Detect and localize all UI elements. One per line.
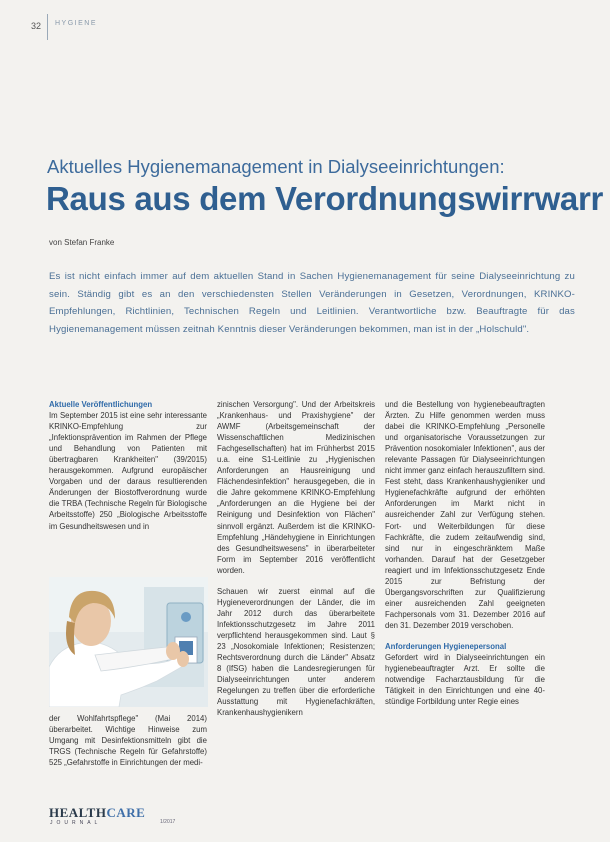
article-kicker: Aktuelles Hygienemanagement in Dialyseeinrichtungen:	[47, 156, 505, 177]
logo-care: CARE	[106, 805, 146, 820]
healthcare-journal-logo	[49, 805, 145, 821]
header-divider	[47, 14, 48, 40]
issue-number: 1/2017	[160, 819, 176, 825]
subhead-hygiene-staff: Anforderungen Hygienepersonal	[385, 641, 507, 651]
article-headline: Raus aus dem Verordnungswirrwarr	[46, 180, 604, 217]
subhead-publications: Aktuelle Veröffentlichungen	[49, 400, 153, 409]
logo-health: HEALTH	[49, 805, 107, 820]
article-byline: von Stefan Franke	[49, 238, 115, 247]
column-1-text: Im September 2015 ist eine sehr interessante KRINKO-Empfehlung zur „Infektionsprävention im Rahmen der Pflege und Behandlung von Patienten mit übertragbaren Krankheiten" (39/2015) herausgekommen. Aufgrund europäischer Vorgaben und der daraus resultierenden Änderungen der Biostoffverordnung wurde die TRBA (Technische Regeln für Biologische Arbeitsstoffe) 250 „Biologische Arbeitsstoffe im Gesundheitswesen und in	[49, 411, 207, 531]
column-2-paragraph-2: Schauen wir zuerst einmal auf die Hygieneverordnungen der Länder, die im Jahr 2012 durch das überarbeitete Infektionsschutzgesetz im Jahre 2011 verpflichtend herausgekommen sind. Laut § 23 „Nosokomiale Infektionen; Resistenzen; Rechtsverordnung durch die Länder" Absatz 8 (IfSG) haben die Landesregierungen für Dialyseeinrichtungen unter anderem Regelungen zu treffen über die erforderliche Ausstattung mit Hygienefachkräften, Krankenhaushygienikern	[217, 586, 375, 718]
column-3-paragraph-1: und die Bestellung von hygienebeauftragten Ärzten. Zu Hilfe genommen werden muss dabei die KRINKO-Empfehlung „Personelle und organisatorische Voraussetzungen zur Prävention nosokomialer Infektionen", aus der relevante Passagen für Dialyseeinrichtungen nicht immer ganz einfach herauszufiltern sind. Fest steht, dass Krankenhaushygieniker und Hygienefachkräfte aufgrund der erhöhten Anforderungen im Markt nicht in ausreichender Zahl zur Verfügung stehen. Fort- und Weiterbildungen für diese Fachkräfte, die zudem zeitaufwendig sind, sind nur in eingeschränktem Maße vorhanden. Darauf hat der Gesetzgeber reagiert und im Infektionsschutzgesetz Ende 2015 zur Befristung der Übergangsvorschriften zur Qualifizierung einer ausreichenden Zahl geeigneten Fachpersonals vom 31. Dezember 2016 auf den 31. Dezember 2019 verschoben.	[385, 400, 545, 630]
logo-subtitle: JOURNAL	[50, 820, 102, 826]
column-3-paragraph-2: Gefordert wird in Dialyseeinrichtungen ein hygienebeauftragter Arzt. Er sollte die notwendige Facharztausbildung für die Tätigkeit in den Einrichtungen und eine 40-stündige Fortbildung unter Regie eines	[385, 653, 545, 707]
column-3	[385, 399, 545, 707]
column-2	[217, 399, 375, 718]
column-2-paragraph-1: zinischen Versorgung". Und der Arbeitskreis „Krankenhaus- und Praxishygiene" der AWMF (Arbeitsgemeinschaft der Wissenschaftlichen Medizinischen Fachgesellschaften) hat im Frühherbst 2015 u.a. eine S1-Leitlinie zu „Hygienischen Anforderungen an Hausreinigung und Flächendesinfektion" herausgegeben, die in die Jahre gekommene KRINKO-Empfehlung „Anforderungen an die Hygiene bei der Reinigung und Desinfektion von Flächen" sinnvoll ergänzt. Außerdem ist die KRINKO-Empfehlung „Händehygiene in Einrichtungen des Gesundheitswesens" in überarbeiteter Form im September 2016 veröffentlicht worden.	[217, 400, 375, 575]
column-1-top	[49, 399, 207, 532]
article-intro: Es ist nicht einfach immer auf dem aktuellen Stand in Sachen Hygienemanagement für seine Dialyseeinrichtung zu sein. Ständig gibt es an den verschiedensten Stellen Veränderungen in Gesetzen, Verordnungen, KRINKO-Empfehlungen, Richtlinien, Technischen Regeln und Leitlinien. Verantwortliche bzw. Beauftragte für das Hygienemanagement müssen zeitnah Kenntnis dieser Veränderungen bekommen, man ist in der „Holschuld".	[49, 271, 575, 335]
page-number: 32	[31, 21, 42, 31]
photo-illustration	[49, 577, 208, 707]
nurse-disinfection-photo	[49, 577, 208, 707]
section-label: HYGIENE	[55, 20, 98, 27]
column-1-bottom	[49, 713, 207, 768]
column-1-continued: der Wohlfahrtspflege" (Mai 2014) überarbeitet. Wichtige Hinweise zum Umgang mit Desinfektionsmitteln gibt die TRGS (Technische Regeln für Gefahrstoffe) 525 „Gefahrstoffe in Einrichtungen der medi-	[49, 714, 207, 768]
